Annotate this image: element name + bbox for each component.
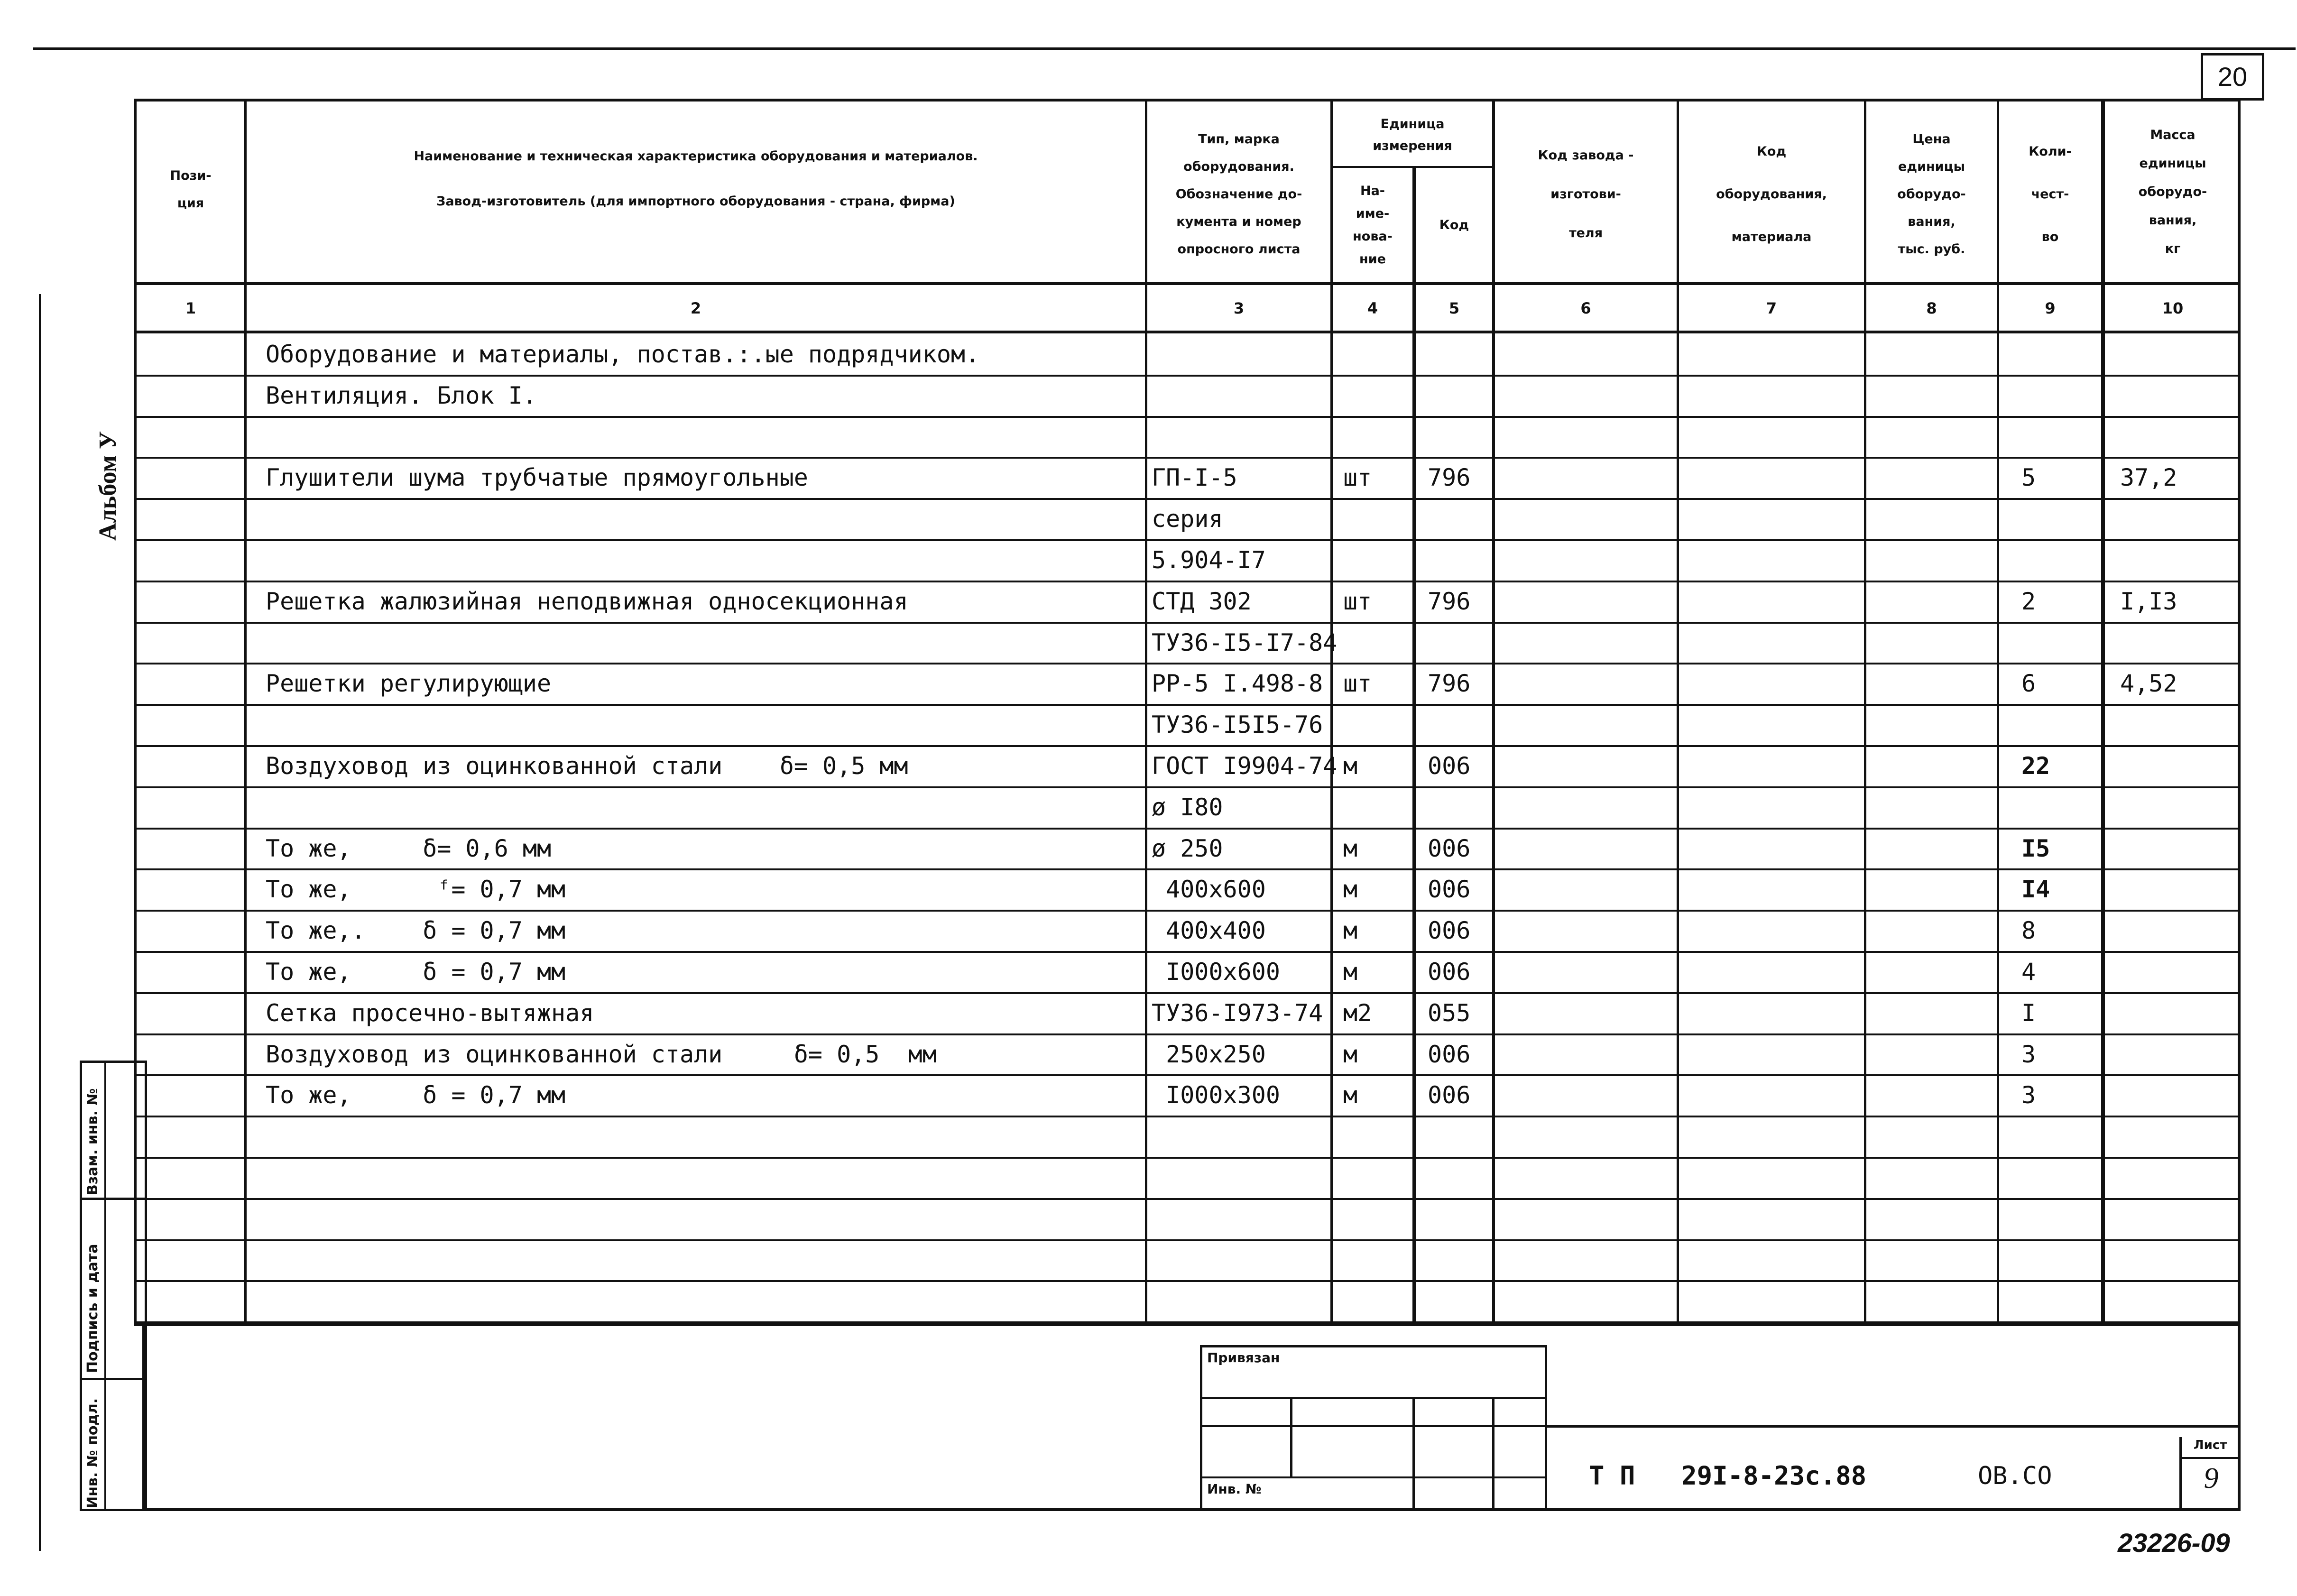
side-stamp-vline bbox=[104, 1061, 106, 1511]
cell-unit: м bbox=[1343, 958, 1358, 986]
cell-code: 055 bbox=[1428, 999, 1471, 1027]
col-line-8 bbox=[1997, 99, 1999, 1326]
header-type: Тип, марка оборудования. Обозначение до- кумента и номер опросного листа bbox=[1175, 132, 1302, 257]
cell-qty: 5 bbox=[2021, 464, 2036, 491]
colno-6: 6 bbox=[1580, 299, 1591, 317]
header-mass: Масса единицы оборудо- вания, кг bbox=[2138, 128, 2207, 256]
album-label: Альбом У bbox=[94, 431, 121, 541]
header-name-line2: Завод-изготовитель (для импортного оборудования - страна, фирма) bbox=[436, 194, 955, 209]
row-line bbox=[134, 1157, 2241, 1159]
cell-name: Оборудование и материалы, постав.:.ые подрядчиком. bbox=[266, 341, 980, 368]
header-name-line1: Наименование и техническая характеристика оборудования и материалов. bbox=[414, 149, 978, 164]
cell-code: 006 bbox=[1428, 958, 1471, 986]
sheet-box-split bbox=[2179, 1457, 2241, 1459]
cell-qty: I bbox=[2021, 999, 2036, 1027]
header-quantity: Коли- чест- во bbox=[2029, 144, 2072, 244]
title-block-frame bbox=[142, 1326, 2241, 1511]
cell-type: 400x400 bbox=[1152, 917, 1266, 944]
colno-3: 3 bbox=[1233, 299, 1245, 317]
privyazan-hline1 bbox=[1200, 1397, 1547, 1399]
row-line bbox=[134, 951, 2241, 953]
cell-qty: 4 bbox=[2021, 958, 2036, 986]
cell-name: Глушители шума трубчатые прямоугольные bbox=[266, 464, 808, 491]
colno-5: 5 bbox=[1448, 299, 1460, 317]
cell-type: ТУ36-I5-I7-84 bbox=[1152, 629, 1338, 656]
cell-code: 796 bbox=[1428, 464, 1471, 491]
row-line bbox=[134, 1239, 2241, 1241]
cell-unit: м bbox=[1343, 835, 1358, 862]
cell-name: То же, δ = 0,7 мм bbox=[266, 1081, 566, 1109]
row-line bbox=[134, 786, 2241, 788]
colno-1: 1 bbox=[185, 299, 196, 317]
side-stamp-hline1 bbox=[80, 1198, 147, 1200]
cell-type: ГОСТ I9904-74 bbox=[1152, 752, 1338, 780]
colno-8: 8 bbox=[1926, 299, 1937, 317]
cell-mass: 37,2 bbox=[2120, 464, 2177, 491]
col-line-3 bbox=[1330, 99, 1333, 1326]
cell-name: То же, δ = 0,7 мм bbox=[266, 958, 566, 986]
privyazan-hline2 bbox=[1200, 1425, 1547, 1427]
row-line bbox=[134, 416, 2241, 418]
cell-qty: I5 bbox=[2021, 835, 2050, 862]
col-line-6 bbox=[1677, 99, 1679, 1326]
row-line bbox=[134, 704, 2241, 706]
cell-type: СТД 302 bbox=[1152, 588, 1252, 615]
cell-qty: 3 bbox=[2021, 1081, 2036, 1109]
cell-code: 006 bbox=[1428, 1041, 1471, 1068]
cell-qty: 2 bbox=[2021, 588, 2036, 615]
privyazan-vline2 bbox=[1412, 1397, 1415, 1511]
cell-type: ТУ36-I5I5-76 bbox=[1152, 711, 1323, 738]
colno-10: 10 bbox=[2162, 299, 2184, 317]
row-line bbox=[134, 745, 2241, 747]
cell-type: 400x600 bbox=[1152, 876, 1266, 903]
cell-code: 006 bbox=[1428, 835, 1471, 862]
col-line-9 bbox=[2101, 99, 2105, 1326]
cell-qty: 8 bbox=[2021, 917, 2036, 944]
row-line bbox=[134, 663, 2241, 664]
cell-mass: 4,52 bbox=[2120, 670, 2177, 697]
cell-unit: м bbox=[1343, 1081, 1358, 1109]
col-line-7 bbox=[1864, 99, 1866, 1326]
header-unit-name: На- име- нова- ние bbox=[1353, 184, 1393, 267]
cell-name: Вентиляция. Блок I. bbox=[266, 382, 537, 409]
cell-name: То же, ᶠ= 0,7 мм bbox=[266, 876, 566, 903]
row-line bbox=[134, 375, 2241, 377]
row-line bbox=[134, 539, 2241, 541]
cell-type: I000x300 bbox=[1152, 1081, 1280, 1109]
row-line bbox=[134, 1074, 2241, 1076]
cell-qty: I4 bbox=[2021, 876, 2050, 903]
header-price: Цена единицы оборудо- вания, тыс. руб. bbox=[1897, 132, 1966, 257]
cell-code: 796 bbox=[1428, 670, 1471, 697]
cell-name: Воздуховод из оцинкованной стали δ= 0,5 мм bbox=[266, 752, 908, 780]
sheet-number: 9 bbox=[2204, 1462, 2219, 1495]
cell-code: 006 bbox=[1428, 1081, 1471, 1109]
row-line bbox=[134, 1280, 2241, 1282]
col-line-5 bbox=[1492, 99, 1495, 1326]
row-line bbox=[134, 581, 2241, 582]
cell-mass: I,I3 bbox=[2120, 588, 2177, 615]
row-line bbox=[134, 498, 2241, 500]
cell-type: серия bbox=[1152, 505, 1223, 533]
header-equipment-code: Код оборудования, материала bbox=[1716, 144, 1827, 244]
cell-type: 5.904-I7 bbox=[1152, 546, 1266, 574]
row-line bbox=[134, 1321, 2241, 1323]
colno-9: 9 bbox=[2045, 299, 2056, 317]
cell-unit: м bbox=[1343, 917, 1358, 944]
cell-name: То же, δ= 0,6 мм bbox=[266, 835, 552, 862]
privyazan-vline3 bbox=[1492, 1397, 1494, 1511]
row-line bbox=[134, 1033, 2241, 1035]
cell-name: Сетка просечно-вытяжная bbox=[266, 999, 594, 1027]
row-line bbox=[134, 910, 2241, 912]
col-line-2 bbox=[1145, 99, 1147, 1326]
left-border-line bbox=[39, 294, 41, 1551]
col-line-1 bbox=[244, 99, 247, 1326]
cell-name: Воздуховод из оцинкованной стали δ= 0,5 мм bbox=[266, 1041, 937, 1068]
row-line bbox=[134, 992, 2241, 994]
row-line bbox=[134, 1198, 2241, 1200]
privyazan-label: Привязан bbox=[1207, 1350, 1280, 1365]
cell-qty: 22 bbox=[2021, 752, 2050, 780]
cell-unit: шт bbox=[1343, 464, 1372, 491]
header-position: Пози- ция bbox=[170, 168, 212, 211]
header-unit-code: Код bbox=[1439, 218, 1469, 232]
colno-7: 7 bbox=[1766, 299, 1777, 317]
cell-unit: шт bbox=[1343, 588, 1372, 615]
cell-code: 006 bbox=[1428, 876, 1471, 903]
cell-name: Решетки регулирующие bbox=[266, 670, 552, 697]
bottom-archive-code: 23226-09 bbox=[2118, 1528, 2230, 1558]
header-factory-code: Код завода - изготови- теля bbox=[1538, 148, 1634, 240]
cell-type: ГП-I-5 bbox=[1152, 464, 1237, 491]
cell-type: ø 250 bbox=[1152, 835, 1223, 862]
privyazan-hline3 bbox=[1200, 1476, 1547, 1478]
top-border-line bbox=[33, 47, 2296, 50]
colno-4: 4 bbox=[1367, 299, 1378, 317]
cell-unit: м bbox=[1343, 752, 1358, 780]
row-line bbox=[134, 1116, 2241, 1117]
cell-type: РР-5 I.498-8 bbox=[1152, 670, 1323, 697]
colno-2: 2 bbox=[690, 299, 701, 317]
row-line bbox=[134, 868, 2241, 870]
stamp-vzam-inv: Взам. инв. № bbox=[84, 1088, 101, 1195]
corner-number: 20 bbox=[2217, 62, 2248, 92]
cell-unit: шт bbox=[1343, 670, 1372, 697]
cell-name: Решетка жалюзийная неподвижная односекционная bbox=[266, 588, 908, 615]
cell-code: 006 bbox=[1428, 752, 1471, 780]
cell-unit: м2 bbox=[1343, 999, 1372, 1027]
cell-unit: м bbox=[1343, 1041, 1358, 1068]
cell-type: ТУ36-I973-74 bbox=[1152, 999, 1323, 1027]
cell-type: ø I80 bbox=[1152, 793, 1223, 821]
cell-code: 796 bbox=[1428, 588, 1471, 615]
doc-mark: ОВ.СО bbox=[1978, 1462, 2052, 1490]
cell-qty: 6 bbox=[2021, 670, 2036, 697]
row-line bbox=[134, 828, 2241, 830]
row-line bbox=[134, 457, 2241, 459]
cell-type: 250x250 bbox=[1152, 1041, 1266, 1068]
cell-unit: м bbox=[1343, 876, 1358, 903]
row-line bbox=[134, 622, 2241, 624]
cell-qty: 3 bbox=[2021, 1041, 2036, 1068]
doc-code: Т П 29I-8-23с.88 bbox=[1589, 1461, 1867, 1491]
header-unit-group: Единица измерения bbox=[1373, 117, 1452, 153]
stamp-podpis-data: Подпись и дата bbox=[84, 1244, 101, 1373]
doc-code-top-line bbox=[1547, 1425, 2241, 1428]
stamp-inv-podl: Инв. № подл. bbox=[84, 1398, 101, 1508]
cell-name: То же,. δ = 0,7 мм bbox=[266, 917, 566, 944]
cell-code: 006 bbox=[1428, 917, 1471, 944]
privyazan-vline1 bbox=[1290, 1397, 1292, 1478]
sheet-label: Лист bbox=[2194, 1438, 2227, 1452]
inv-no-label: Инв. № bbox=[1207, 1481, 1262, 1497]
cell-type: I000x600 bbox=[1152, 958, 1280, 986]
side-stamp-hline2 bbox=[80, 1378, 147, 1380]
